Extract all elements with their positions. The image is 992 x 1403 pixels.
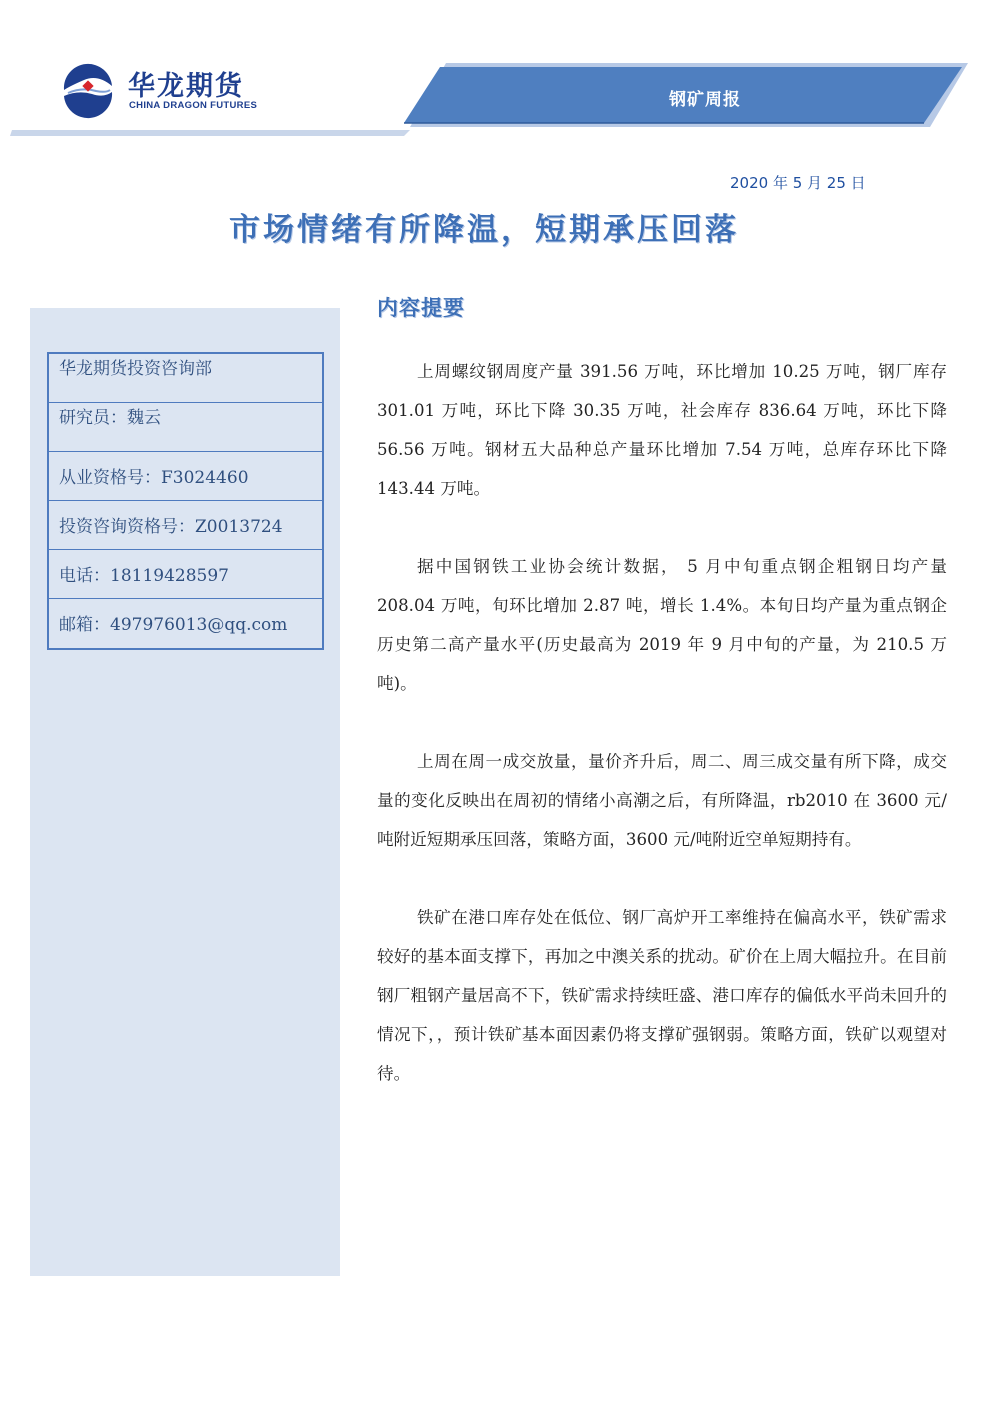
company-logo bbox=[58, 60, 268, 120]
phone-number: 电话：18119428597 bbox=[49, 550, 322, 599]
report-type-label: 钢矿周报 bbox=[669, 90, 741, 110]
summary-paragraph: 据中国钢铁工业协会统计数据， 5 月中旬重点钢企粗钢日均产量 208.04 万吨，旬环比增加 2.87 吨，增长 1.4%。本旬日均产量为重点钢企历史第二高产量水平(历史最高为 2019 年 9 月中旬的产量，为 210.5 万吨)。 bbox=[377, 557, 947, 693]
analyst-name: 研究员：魏云 bbox=[49, 403, 322, 452]
consulting-license: 投资咨询资格号：Z0013724 bbox=[49, 501, 322, 550]
summary-paragraph: 上周螺纹钢周度产量 391.56 万吨，环比增加 10.25 万吨，钢厂库存 301.01 万吨，环比下降 30.35 万吨，社会库存 836.64 万吨，环比下降 56.56 万吨。钢材五大品种总产量环比增加 7.54 万吨，总库存环比下降 143.44 万吨。 bbox=[377, 362, 947, 498]
department-name: 华龙期货投资咨询部 bbox=[49, 354, 322, 403]
summary-paragraph: 上周在周一成交放量，量价齐升后，周二、周三成交量有所下降，成交量的变化反映出在周初的情绪小高潮之后，有所降温，rb2010 在 3600 元/吨附近短期承压回落，策略方面，3600 元/吨附近空单短期持有。 bbox=[377, 752, 947, 849]
logo-english-name: CHINA DRAGON FUTURES bbox=[129, 100, 258, 111]
summary-heading: 内容提要 bbox=[377, 295, 465, 320]
dragon-logo-icon bbox=[58, 60, 118, 120]
email-address: 邮箱：497976013@qq.com bbox=[59, 615, 288, 635]
report-title: 市场情绪有所降温，短期承压回落 bbox=[229, 212, 739, 248]
summary-content bbox=[377, 352, 947, 1132]
practitioner-license: 从业资格号：F3024460 bbox=[49, 452, 322, 501]
report-date: 2020 年 5 月 25 日 bbox=[730, 174, 866, 192]
summary-paragraph: 铁矿在港口库存处在低位、钢厂高炉开工率维持在偏高水平，铁矿需求较好的基本面支撑下，再加之中澳关系的扰动。矿价在上周大幅拉升。在目前钢厂粗钢产量居高不下，铁矿需求持续旺盛、港口库存的偏低水平尚未回升的情况下，，预计铁矿基本面因素仍将支撑矿强钢弱。策略方面，铁矿以观望对待。 bbox=[377, 908, 947, 1083]
logo-chinese-name: 华龙期货 bbox=[128, 71, 244, 102]
analyst-info-box bbox=[47, 352, 324, 650]
